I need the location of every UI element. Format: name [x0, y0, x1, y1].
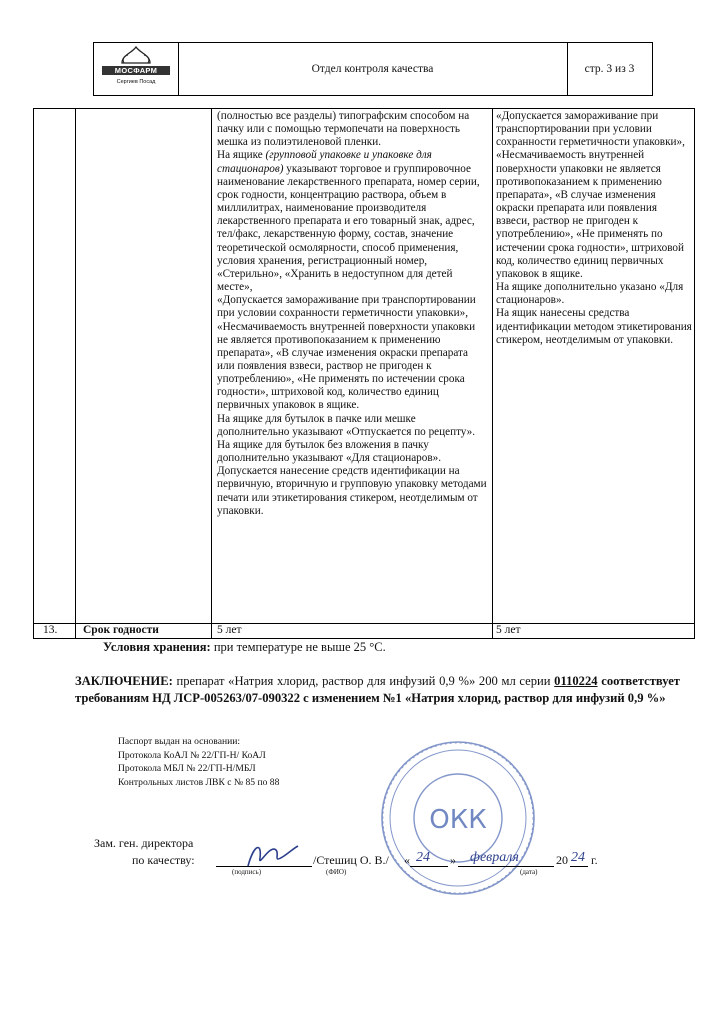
- conclusion-label: ЗАКЛЮЧЕНИЕ:: [75, 674, 173, 688]
- date-day-line: [410, 866, 448, 867]
- basis-line: Протокола КоАЛ № 22/ГП-Н/ КоАЛ: [118, 749, 266, 761]
- batch-number: 0110224: [554, 674, 598, 688]
- row13-number: 13.: [43, 624, 58, 636]
- stamp-center-text: ОКК: [429, 805, 487, 835]
- date-month-line: [458, 866, 554, 867]
- department-title: Отдел контроля качества: [178, 43, 568, 95]
- storage-label: Условия хранения:: [103, 640, 211, 654]
- basis-line: Протокола МБЛ № 22/ГП-Н/МБЛ: [118, 763, 256, 774]
- signer-name: /Стешиц О. В./: [313, 853, 389, 867]
- req-box-rest: указывают торговое и группировочное наименование лекарственного препарата, номер серии, срок годности, концентрацию раствора, объем в миллилитрах, наименование производителя лекарственного препарата и его товарный знак, адрес, тел/факс, лекарственную форму, состав, значение теоретической осмолярности, способ применения, условия хранения, регистрационный номер, «Стерильно», «Хранить в недоступном для детей месте»,: [217, 162, 480, 294]
- label-signature: (подпись): [232, 868, 262, 876]
- logo-city: Сергиев Посад: [116, 79, 156, 85]
- req-box-paragraph: [217, 149, 487, 294]
- quality-table: [33, 108, 695, 639]
- company-logo: [94, 43, 179, 95]
- basis-line: Паспорт выдан на основании:: [118, 736, 241, 747]
- row13-name: Срок годности: [83, 624, 159, 636]
- page-header: [93, 42, 653, 96]
- result-paragraph: На ящик нанесены средства идентификации методом этикетирования стикером, неотделимым от упаковки.: [496, 307, 692, 346]
- date-day: 24: [416, 850, 430, 865]
- date-close-quote: »: [450, 853, 456, 867]
- label-date: (дата): [520, 868, 538, 876]
- row13-requirement: 5 лет: [217, 624, 242, 636]
- date-year-line: [570, 866, 588, 867]
- signer-title-line2: по качеству:: [132, 853, 195, 867]
- req-paragraph: «Допускается замораживание при транспортировании при условии сохранности герметичности упаковки», «Несмачиваемость внутренней поверхности упаковки не является противопоказанием к применению препарата», «В случае изменения окраски препарата или появления взвеси, раствор не пригоден к употреблению», «Не применять по истечении срока годности», штриховой код, количество единиц первичных упаковок в ящике.: [217, 294, 476, 412]
- basis-line: Контрольных листов ЛВК с № 85 по 88: [118, 776, 280, 788]
- page-number: стр. 3 из 3: [584, 63, 635, 75]
- row13-result: 5 лет: [496, 624, 521, 636]
- req-box-italic: (групповой упаковке и упаковке для стационаров): [217, 149, 432, 175]
- req-paragraph: На ящике для бутылок в пачке или мешке дополнительно указывают «Отпускается по рецепту».: [217, 412, 476, 438]
- conclusion-text2: соответствует требованиям НД ЛСР-005263/07-090322 с изменением №1 «Натрия хлорид, раствор для инфузий 0,9 %»: [75, 674, 680, 705]
- date-year-end: г.: [591, 853, 598, 867]
- req-paragraph: Допускается нанесение средств идентификации на первичную, вторичную и групповую упаковку методами печати или этикетирования стикером, неотделимым от упаковки.: [217, 465, 487, 517]
- basis-list: [118, 735, 279, 789]
- result-paragraph: На ящике дополнительно указано «Для стационаров».: [496, 281, 684, 307]
- signer-title-line1: Зам. ген. директора: [94, 836, 194, 850]
- label-fio: (ФИО): [326, 868, 347, 876]
- date-year-suffix: 24: [571, 850, 585, 865]
- storage-value: при температуре не выше 25 °C.: [210, 640, 386, 654]
- req-box-intro: На ящике: [217, 149, 266, 162]
- date-year-prefix: 20: [556, 853, 568, 867]
- storage-conditions: [103, 640, 386, 655]
- handwritten-signature-icon: [240, 838, 300, 872]
- date-open-quote: «: [404, 853, 410, 867]
- results-cell: [496, 110, 692, 347]
- req-paragraph: На ящике для бутылок без вложения в пачку дополнительно указывают «Для стационаров».: [217, 438, 442, 465]
- requirements-cell: [217, 110, 487, 518]
- conclusion-text1: препарат «Натрия хлорид, раствор для инфузий 0,9 %» 200 мл серии: [172, 674, 555, 688]
- req-paragraph: (полностью все разделы) типографским способом на пачку или с помощью термопечати на поверхность мешка из полиэтиленовой пленки.: [217, 110, 470, 149]
- result-paragraph: «Допускается замораживание при транспортировании при условии сохранности герметичности упаковки», «Несмачиваемость внутренней поверхности упаковки не является противопоказанием к применению препарата», «В случае изменения окраски препарата или появления взвеси, раствор не пригоден к употреблению», «Не применять по истечении срока годности», штриховой код, количество единиц первичных упаковок в ящике.: [496, 110, 685, 280]
- date-month: февраля: [470, 850, 519, 865]
- conclusion: [75, 673, 680, 706]
- logo-name: МОСФАРМ: [102, 66, 170, 75]
- stamp-icon: [378, 738, 538, 898]
